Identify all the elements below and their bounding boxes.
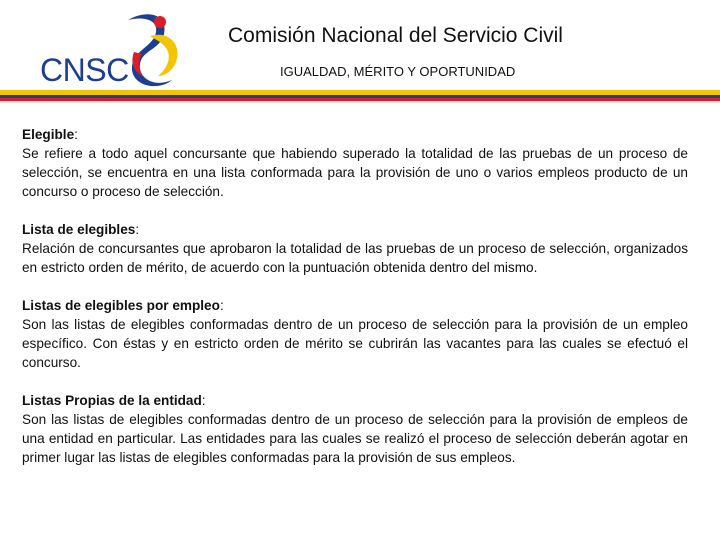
stripe-grey <box>0 101 720 103</box>
definition-heading <box>22 391 688 410</box>
cnsc-logo <box>34 6 186 94</box>
definition-text: Relación de concursantes que aprobaron la totalidad de las pruebas de un proceso de selección, organizados en estricto orden de mérito, de acuerdo con la puntuación obtenida dentro del mismo. <box>22 241 688 275</box>
page-title: Comisión Nacional del Servicio Civil <box>228 24 563 47</box>
definition-item <box>22 296 688 372</box>
definition-separator: : <box>74 127 78 142</box>
definition-separator: : <box>135 222 140 237</box>
page-subtitle: IGUALDAD, MÉRITO Y OPORTUNIDAD <box>280 64 516 79</box>
definition-text: Se refiere a todo aquel concursante que habiendo superado la totalidad de las pruebas de un proceso de selección, se encuentra en una lista conformada para la provisión de uno o varios empleos producto de un concurso o proceso de selección. <box>22 146 688 199</box>
logo-text: CNSC <box>40 52 129 88</box>
definition-heading <box>22 125 688 144</box>
definition-term: Elegible <box>22 127 75 142</box>
definition-item <box>22 125 688 201</box>
definition-text: Son las listas de elegibles conformadas dentro de un proceso de selección para la provisión de un empleo específico. Con éstas y en estricto orden de mérito se cubrirán las vacantes para las cuales se efectuó el concurso. <box>22 317 688 370</box>
definition-item <box>22 220 688 277</box>
definition-term: Listas de elegibles por empleo <box>22 298 220 313</box>
definitions-list <box>22 125 688 486</box>
definition-heading <box>22 220 688 239</box>
definition-separator: : <box>219 298 224 313</box>
definition-term: Listas Propias de la entidad <box>22 393 202 408</box>
definition-term: Lista de elegibles <box>22 222 136 237</box>
flag-stripes <box>0 90 720 104</box>
definition-heading <box>22 296 688 315</box>
definition-item <box>22 391 688 467</box>
person-figure-icon <box>120 6 186 94</box>
definition-separator: : <box>201 393 206 408</box>
definition-text: Son las listas de elegibles conformadas dentro de un proceso de selección para la provisión de empleos de una entidad en particular. Las entidades para las cuales se realizó el proceso de selección deberán agotar en primer lugar las listas de elegibles conformadas para la provisión de sus empleos. <box>22 412 688 465</box>
header <box>0 0 720 112</box>
